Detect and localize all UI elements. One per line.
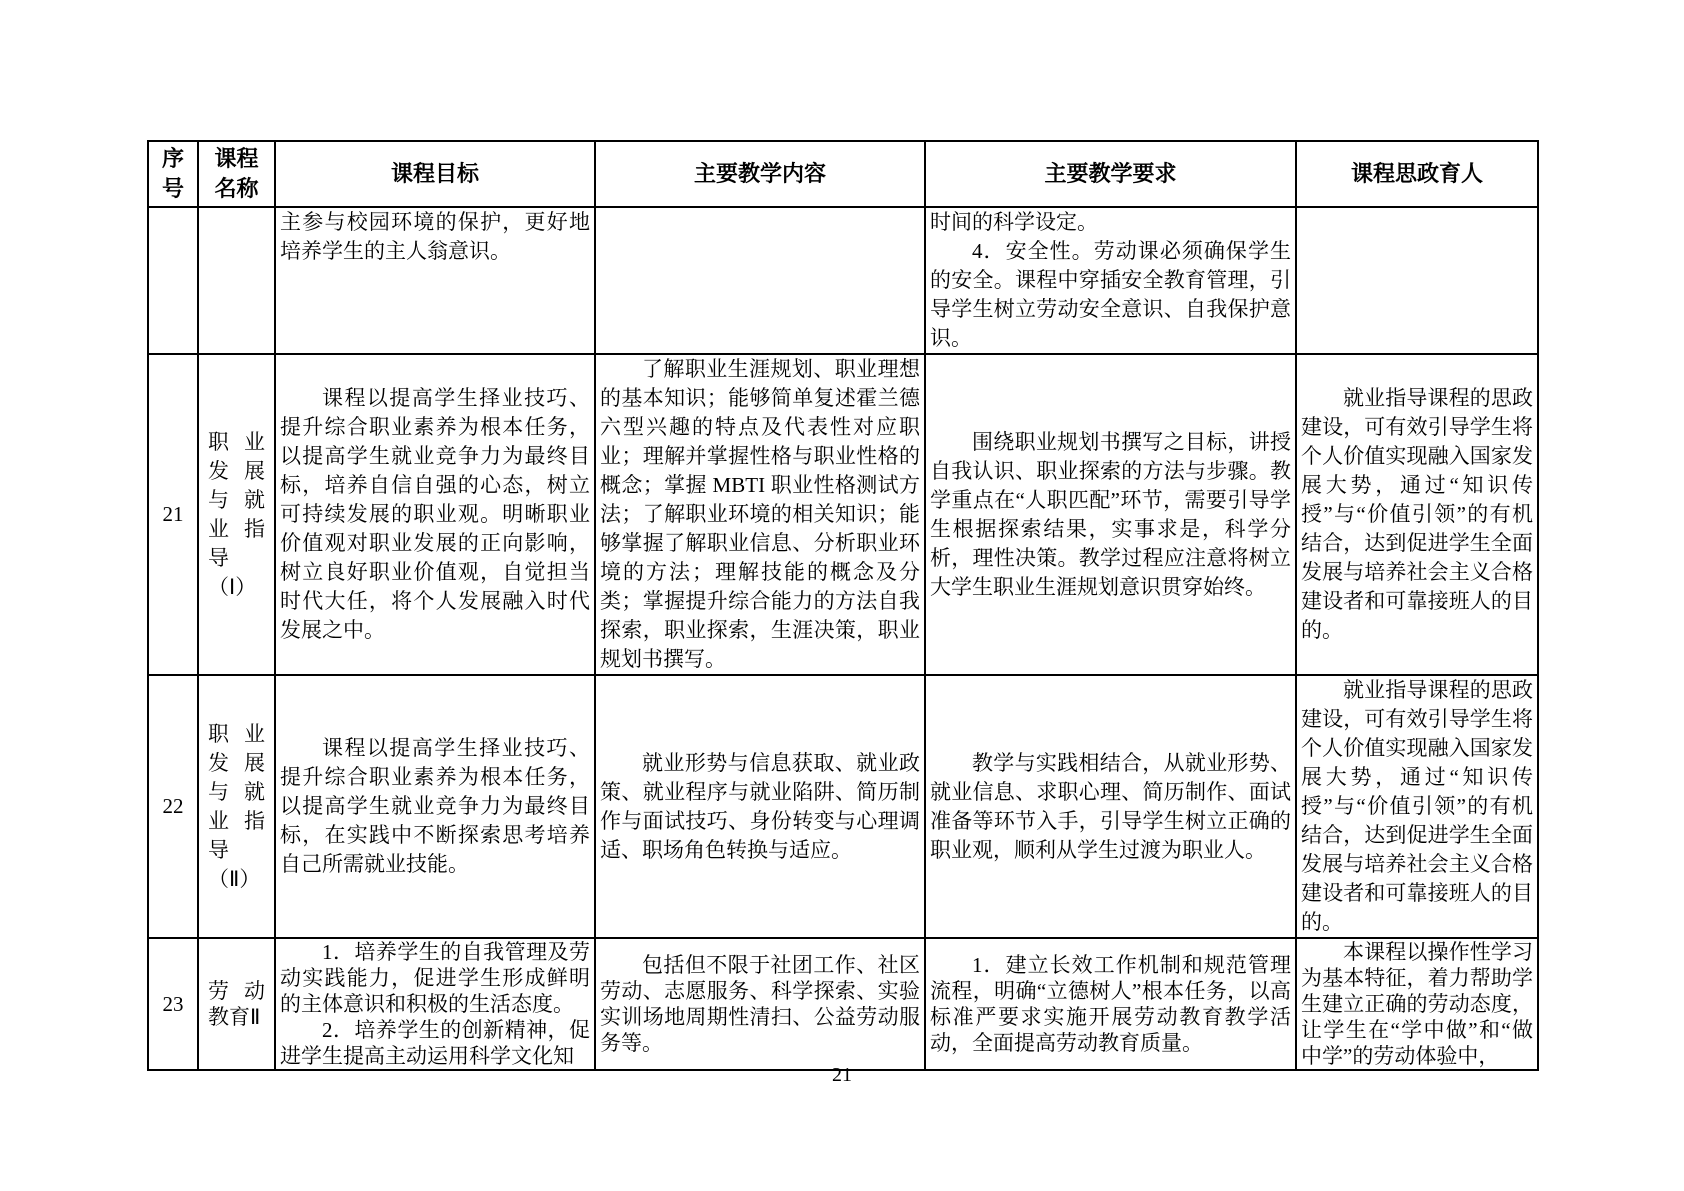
paragraph: 本课程以操作性学习为基本特征，着力帮助学生建立正确的劳动态度，让学生在“学中做”和“做中学”的劳动体验中， [1301,940,1533,1068]
table-row-continuation [148,207,1538,354]
paragraph: 课程以提高学生择业技巧、提升综合职业素养为根本任务，以提高学生就业竞争力为最终目标，在实践中不断探索思考培养自己所需就业技能。 [280,736,590,876]
header-objectives: 课程目标 [275,141,595,207]
header-ideology: 课程思政育人 [1296,141,1538,207]
header-content: 主要教学内容 [595,141,925,207]
cell-seq: 22 [148,675,198,938]
cell-requirements [925,354,1296,675]
cell-content [595,938,925,1070]
paragraph: 课程以提高学生择业技巧、提升综合职业素养为根本任务，以提高学生就业竞争力为最终目标，培养自信自强的心态，树立可持续发展的职业观。明晰职业价值观对职业发展的正向影响，树立良好职业价值观，自觉担当时代大任，将个人发展融入时代发展之中。 [280,386,590,642]
cell-requirements [925,938,1296,1070]
cell-content [595,675,925,938]
cell-content [595,354,925,675]
header-course-name [198,141,275,207]
header-course-name-label: 课程名称 [214,146,259,201]
paragraph: 主参与校园环境的保护，更好地培养学生的主人翁意识。 [280,210,590,263]
header-row [148,141,1538,207]
paragraph: 教学与实践相结合，从就业形势、就业信息、求职心理、简历制作、面试准备等环节入手，引导学生树立正确的职业观，顺利从学生过渡为职业人。 [930,750,1291,862]
page-number: 21 [832,1064,852,1086]
cell-requirements [925,207,1296,354]
paragraph: 就业指导课程的思政建设，可有效引导学生将个人价值实现融入国家发展大势，通过“知识传授”与“价值引领”的有机结合，达到促进学生全面发展与培养社会主义合格建设者和可靠接班人的目的。 [1301,386,1533,642]
cell-ideology [1296,207,1538,354]
cell-course-name: 职业发展与就业指导（Ⅰ） [198,354,275,675]
cell-objectives [275,938,595,1070]
cell-seq [148,207,198,354]
cell-requirements [925,675,1296,938]
cell-ideology [1296,938,1538,1070]
paragraph: 2．培养学生的创新精神，促进学生提高主动运用科学文化知 [280,1018,590,1068]
paragraph: 了解职业生涯规划、职业理想的基本知识；能够简单复述霍兰德六型兴趣的特点及代表性对应职业；理解并掌握性格与职业性格的概念；掌握 MBTI 职业性格测试方法；了解职业环境的相关知识；能够掌握了解职业信息、分析职业环境的方法；理解技能的概念及分类；掌握提升综合能力的方法自我探索，职业探索，生涯决策，职业规划书撰写。 [600,357,920,671]
table-row-22 [148,675,1538,938]
paragraph: 1．建立长效工作机制和规范管理流程，明确“立德树人”根本任务，以高标准严要求实施开展劳动教育教学活动，全面提高劳动教育质量。 [930,953,1291,1055]
paragraph: 4．安全性。劳动课必须确保学生的安全。课程中穿插安全教育管理，引导学生树立劳动安全意识、自我保护意识。 [930,239,1291,350]
paragraph: 1．培养学生的自我管理及劳动实践能力，促进学生形成鲜明的主体意识和积极的生活态度。 [280,940,590,1016]
cell-objectives [275,675,595,938]
paragraph: 就业指导课程的思政建设，可有效引导学生将个人价值实现融入国家发展大势，通过“知识传授”与“价值引领”的有机结合，达到促进学生全面发展与培养社会主义合格建设者和可靠接班人的目的。 [1301,678,1533,934]
table-row-23 [148,938,1538,1070]
cell-seq: 23 [148,938,198,1070]
course-table [147,140,1539,1071]
paragraph: 就业形势与信息获取、就业政策、就业程序与就业陷阱、简历制作与面试技巧、身份转变与心理调适、职场角色转换与适应。 [600,750,920,862]
paragraph: 时间的科学设定。 [930,210,1098,234]
table-row-21 [148,354,1538,675]
cell-course-name: 职业发展与就业指导（Ⅱ） [198,675,275,938]
paragraph: 包括但不限于社团工作、社区劳动、志愿服务、科学探索、实验实训场地周期性清扫、公益劳动服务等。 [600,953,920,1055]
header-seq [148,141,198,207]
cell-content [595,207,925,354]
cell-seq: 21 [148,354,198,675]
cell-objectives [275,354,595,675]
cell-objectives [275,207,595,354]
cell-ideology [1296,354,1538,675]
header-seq-label: 序号 [161,146,184,201]
cell-course-name: 劳动教育Ⅱ [198,938,275,1070]
cell-ideology [1296,675,1538,938]
cell-course-name [198,207,275,354]
header-requirements: 主要教学要求 [925,141,1296,207]
paragraph: 围绕职业规划书撰写之目标，讲授自我认识、职业探索的方法与步骤。教学重点在“人职匹配”环节，需要引导学生根据探索结果，实事求是，科学分析，理性决策。教学过程应注意将树立大学生职业生涯规划意识贯穿始终。 [930,429,1291,599]
